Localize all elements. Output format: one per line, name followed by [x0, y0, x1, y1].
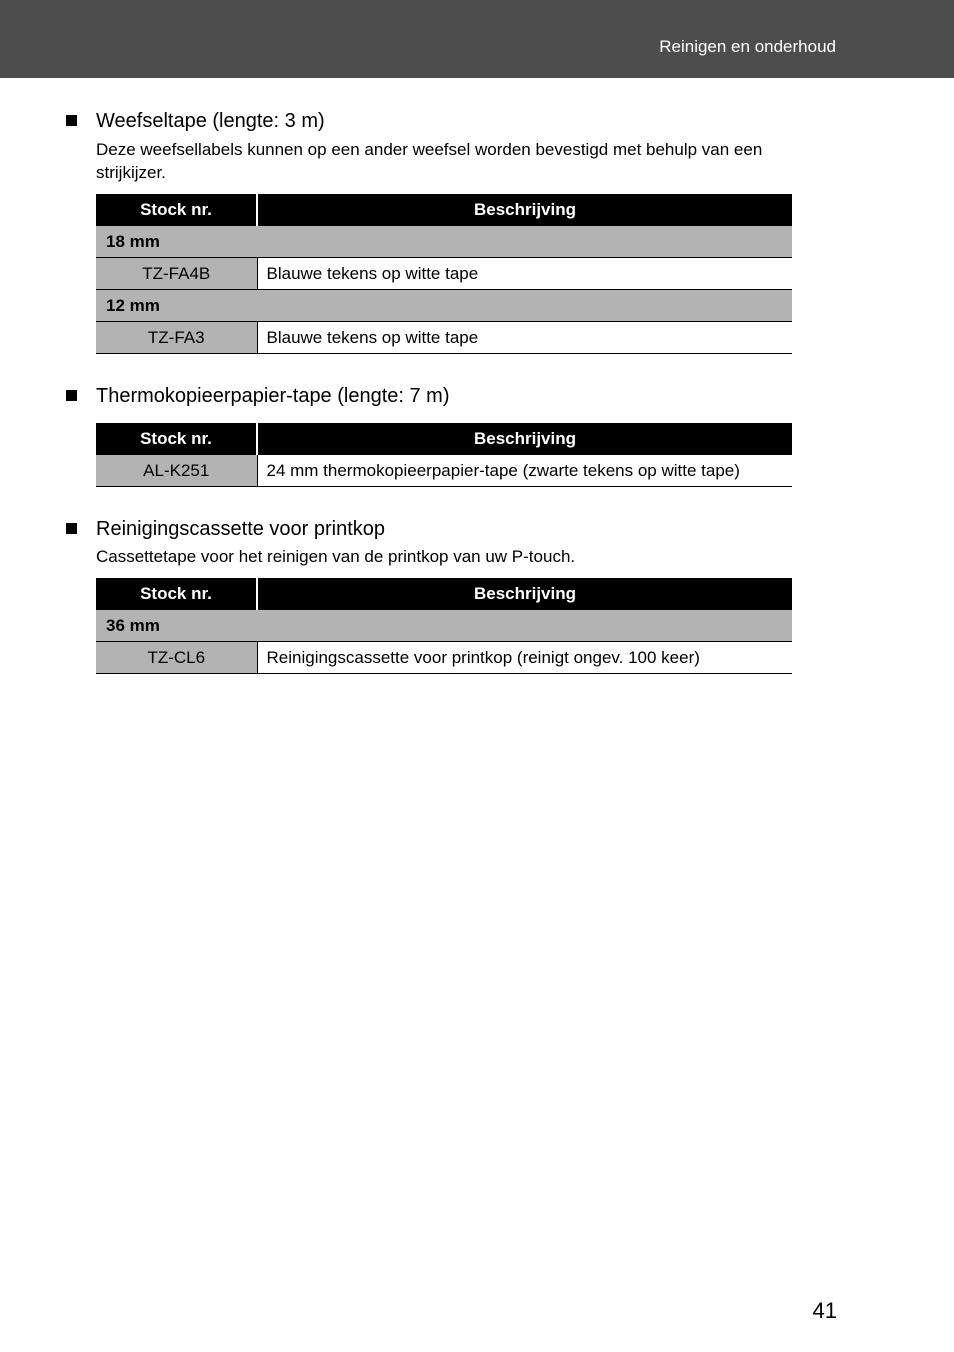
section-heading: Reinigingscassette voor printkop	[96, 518, 386, 540]
table-row	[96, 455, 792, 487]
column-header: Beschrijving	[257, 423, 792, 455]
column-header: Stock nr.	[96, 423, 257, 455]
stock-description: Blauwe tekens op witte tape	[257, 258, 792, 290]
stock-table	[96, 194, 792, 354]
stock-number: AL-K251	[96, 455, 257, 487]
column-header: Stock nr.	[96, 194, 257, 226]
stock-number: TZ-FA4B	[96, 258, 257, 290]
bullet-square-icon	[66, 390, 77, 401]
column-header: Beschrijving	[257, 578, 792, 610]
table-row	[96, 322, 792, 354]
table-row	[96, 258, 792, 290]
stock-table	[96, 423, 792, 487]
table-row	[96, 642, 792, 674]
table-header-row	[96, 194, 792, 226]
table-header-row	[96, 423, 792, 455]
group-label: 12 mm	[96, 290, 792, 322]
section-description: Deze weefsellabels kunnen op een ander weefsel worden bevestigd met behulp van een strijkijzer.	[96, 140, 763, 182]
stock-number: TZ-CL6	[96, 642, 257, 674]
section-heading: Weefseltape (lengte: 3 m)	[96, 110, 325, 132]
group-label: 36 mm	[96, 610, 792, 642]
stock-table	[96, 578, 792, 674]
stock-description: 24 mm thermokopieerpapier-tape (zwarte tekens op witte tape)	[257, 455, 792, 487]
column-header: Beschrijving	[257, 194, 792, 226]
page-header	[0, 0, 954, 78]
bullet-square-icon	[66, 115, 77, 126]
group-row	[96, 290, 792, 322]
group-label: 18 mm	[96, 226, 792, 258]
stock-description: Reinigingscassette voor printkop (reinigt ongev. 100 keer)	[257, 642, 792, 674]
page-number: 41	[812, 1298, 837, 1323]
group-row	[96, 610, 792, 642]
section-description: Cassettetape voor het reinigen van de printkop van uw P-touch.	[96, 547, 576, 566]
group-row	[96, 226, 792, 258]
section-heading: Thermokopieerpapier-tape (lengte: 7 m)	[96, 385, 450, 407]
table-header-row	[96, 578, 792, 610]
bullet-square-icon	[66, 523, 77, 534]
column-header: Stock nr.	[96, 578, 257, 610]
stock-number: TZ-FA3	[96, 322, 257, 354]
header-title: Reinigen en onderhoud	[659, 37, 836, 56]
stock-description: Blauwe tekens op witte tape	[257, 322, 792, 354]
